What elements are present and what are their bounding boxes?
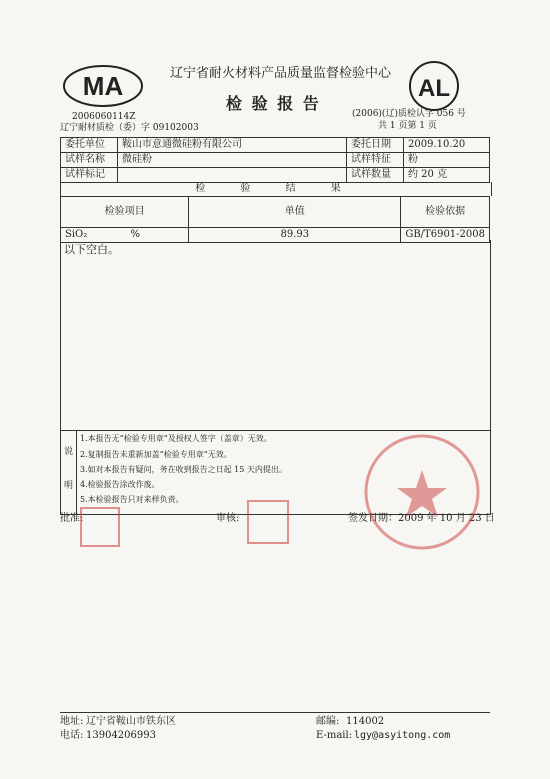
report-title: 检 验 报 告 bbox=[226, 94, 321, 113]
sample-name-label: 试样名称 bbox=[61, 153, 118, 168]
ma-number: 2006060114Z bbox=[72, 112, 136, 122]
report-number: 辽宁耐材质检（委）字 09102003 bbox=[60, 123, 199, 133]
blank-note: 以下空白。 bbox=[64, 243, 119, 256]
note-item: 3.如对本报告有疑问，务在收到报告之日起 15 天内提出。 bbox=[80, 465, 287, 474]
notes-label-shuo: 说 bbox=[64, 447, 74, 457]
sample-name-value: 微硅粉 bbox=[118, 153, 347, 168]
date-value: 2009.10.20 bbox=[404, 138, 490, 153]
mark-value bbox=[118, 168, 347, 183]
note-item: 2.复制报告未重新加盖“检验专用章”无效。 bbox=[80, 450, 232, 459]
date-label: 委托日期 bbox=[347, 138, 404, 153]
al-logo bbox=[402, 60, 466, 112]
phone-value: 13904206993 bbox=[86, 730, 156, 741]
email-value: lgy@asyitong.com bbox=[354, 730, 451, 741]
client-value: 鞍山市意通微硅粉有限公司 bbox=[118, 138, 347, 153]
col-value-header: 单值 bbox=[189, 197, 401, 228]
mark-label: 试样标记 bbox=[61, 168, 118, 183]
ma-logo-text: MA bbox=[82, 71, 124, 101]
results-table bbox=[60, 196, 490, 243]
info-table bbox=[60, 137, 490, 183]
review-label: 审核: bbox=[216, 513, 240, 524]
results-title: 检 验 结 果 bbox=[60, 182, 492, 196]
col-item-header: 检验项目 bbox=[61, 197, 189, 228]
qty-label: 试样数量 bbox=[347, 168, 404, 183]
note-item: 4.检验报告涂改作废。 bbox=[80, 480, 160, 489]
footer-rule bbox=[60, 712, 490, 713]
sio2-value: 89.93 bbox=[189, 228, 401, 243]
feature-value: 粉 bbox=[404, 153, 490, 168]
cert-number: (2006)(辽)质检认字 056 号 bbox=[352, 109, 466, 119]
note-item: 5.本检验报告只对来样负责。 bbox=[80, 495, 184, 504]
email-label: E-mail: bbox=[316, 730, 353, 741]
client-label: 委托单位 bbox=[61, 138, 118, 153]
postcode-label: 邮编: bbox=[316, 716, 340, 727]
official-stamp bbox=[357, 430, 487, 555]
qty-value: 约 20 克 bbox=[404, 168, 490, 183]
sio2-label: SiO₂ bbox=[65, 229, 88, 240]
address-value: 辽宁省鞍山市铁东区 bbox=[86, 716, 176, 727]
approve-label: 批准: bbox=[60, 513, 84, 524]
reviewer-seal bbox=[247, 500, 289, 544]
al-logo-text: AL bbox=[418, 75, 450, 102]
col-basis-header: 检验依据 bbox=[401, 197, 490, 228]
ma-logo bbox=[62, 64, 144, 108]
notes-divider bbox=[76, 430, 77, 514]
feature-label: 试样特征 bbox=[347, 153, 404, 168]
address-label: 地址: bbox=[60, 716, 84, 727]
sio2-basis: GB/T6901-2008 bbox=[401, 228, 490, 243]
postcode-value: 114002 bbox=[346, 716, 385, 727]
approver-seal bbox=[80, 507, 120, 547]
org-name: 辽宁省耐火材料产品质量监督检验中心 bbox=[170, 66, 392, 81]
page-count: 共 1 页第 1 页 bbox=[378, 121, 437, 131]
issue-label: 签发日期： bbox=[348, 513, 398, 524]
issue-date: 2009 年 10 月 23 日 bbox=[398, 513, 495, 524]
notes-label-ming: 明 bbox=[64, 481, 74, 491]
note-item: 1.本报告无“检验专用章”及授权人签字（盖章）无效。 bbox=[80, 434, 272, 443]
phone-label: 电话: bbox=[60, 730, 84, 741]
sio2-unit: % bbox=[130, 229, 140, 240]
